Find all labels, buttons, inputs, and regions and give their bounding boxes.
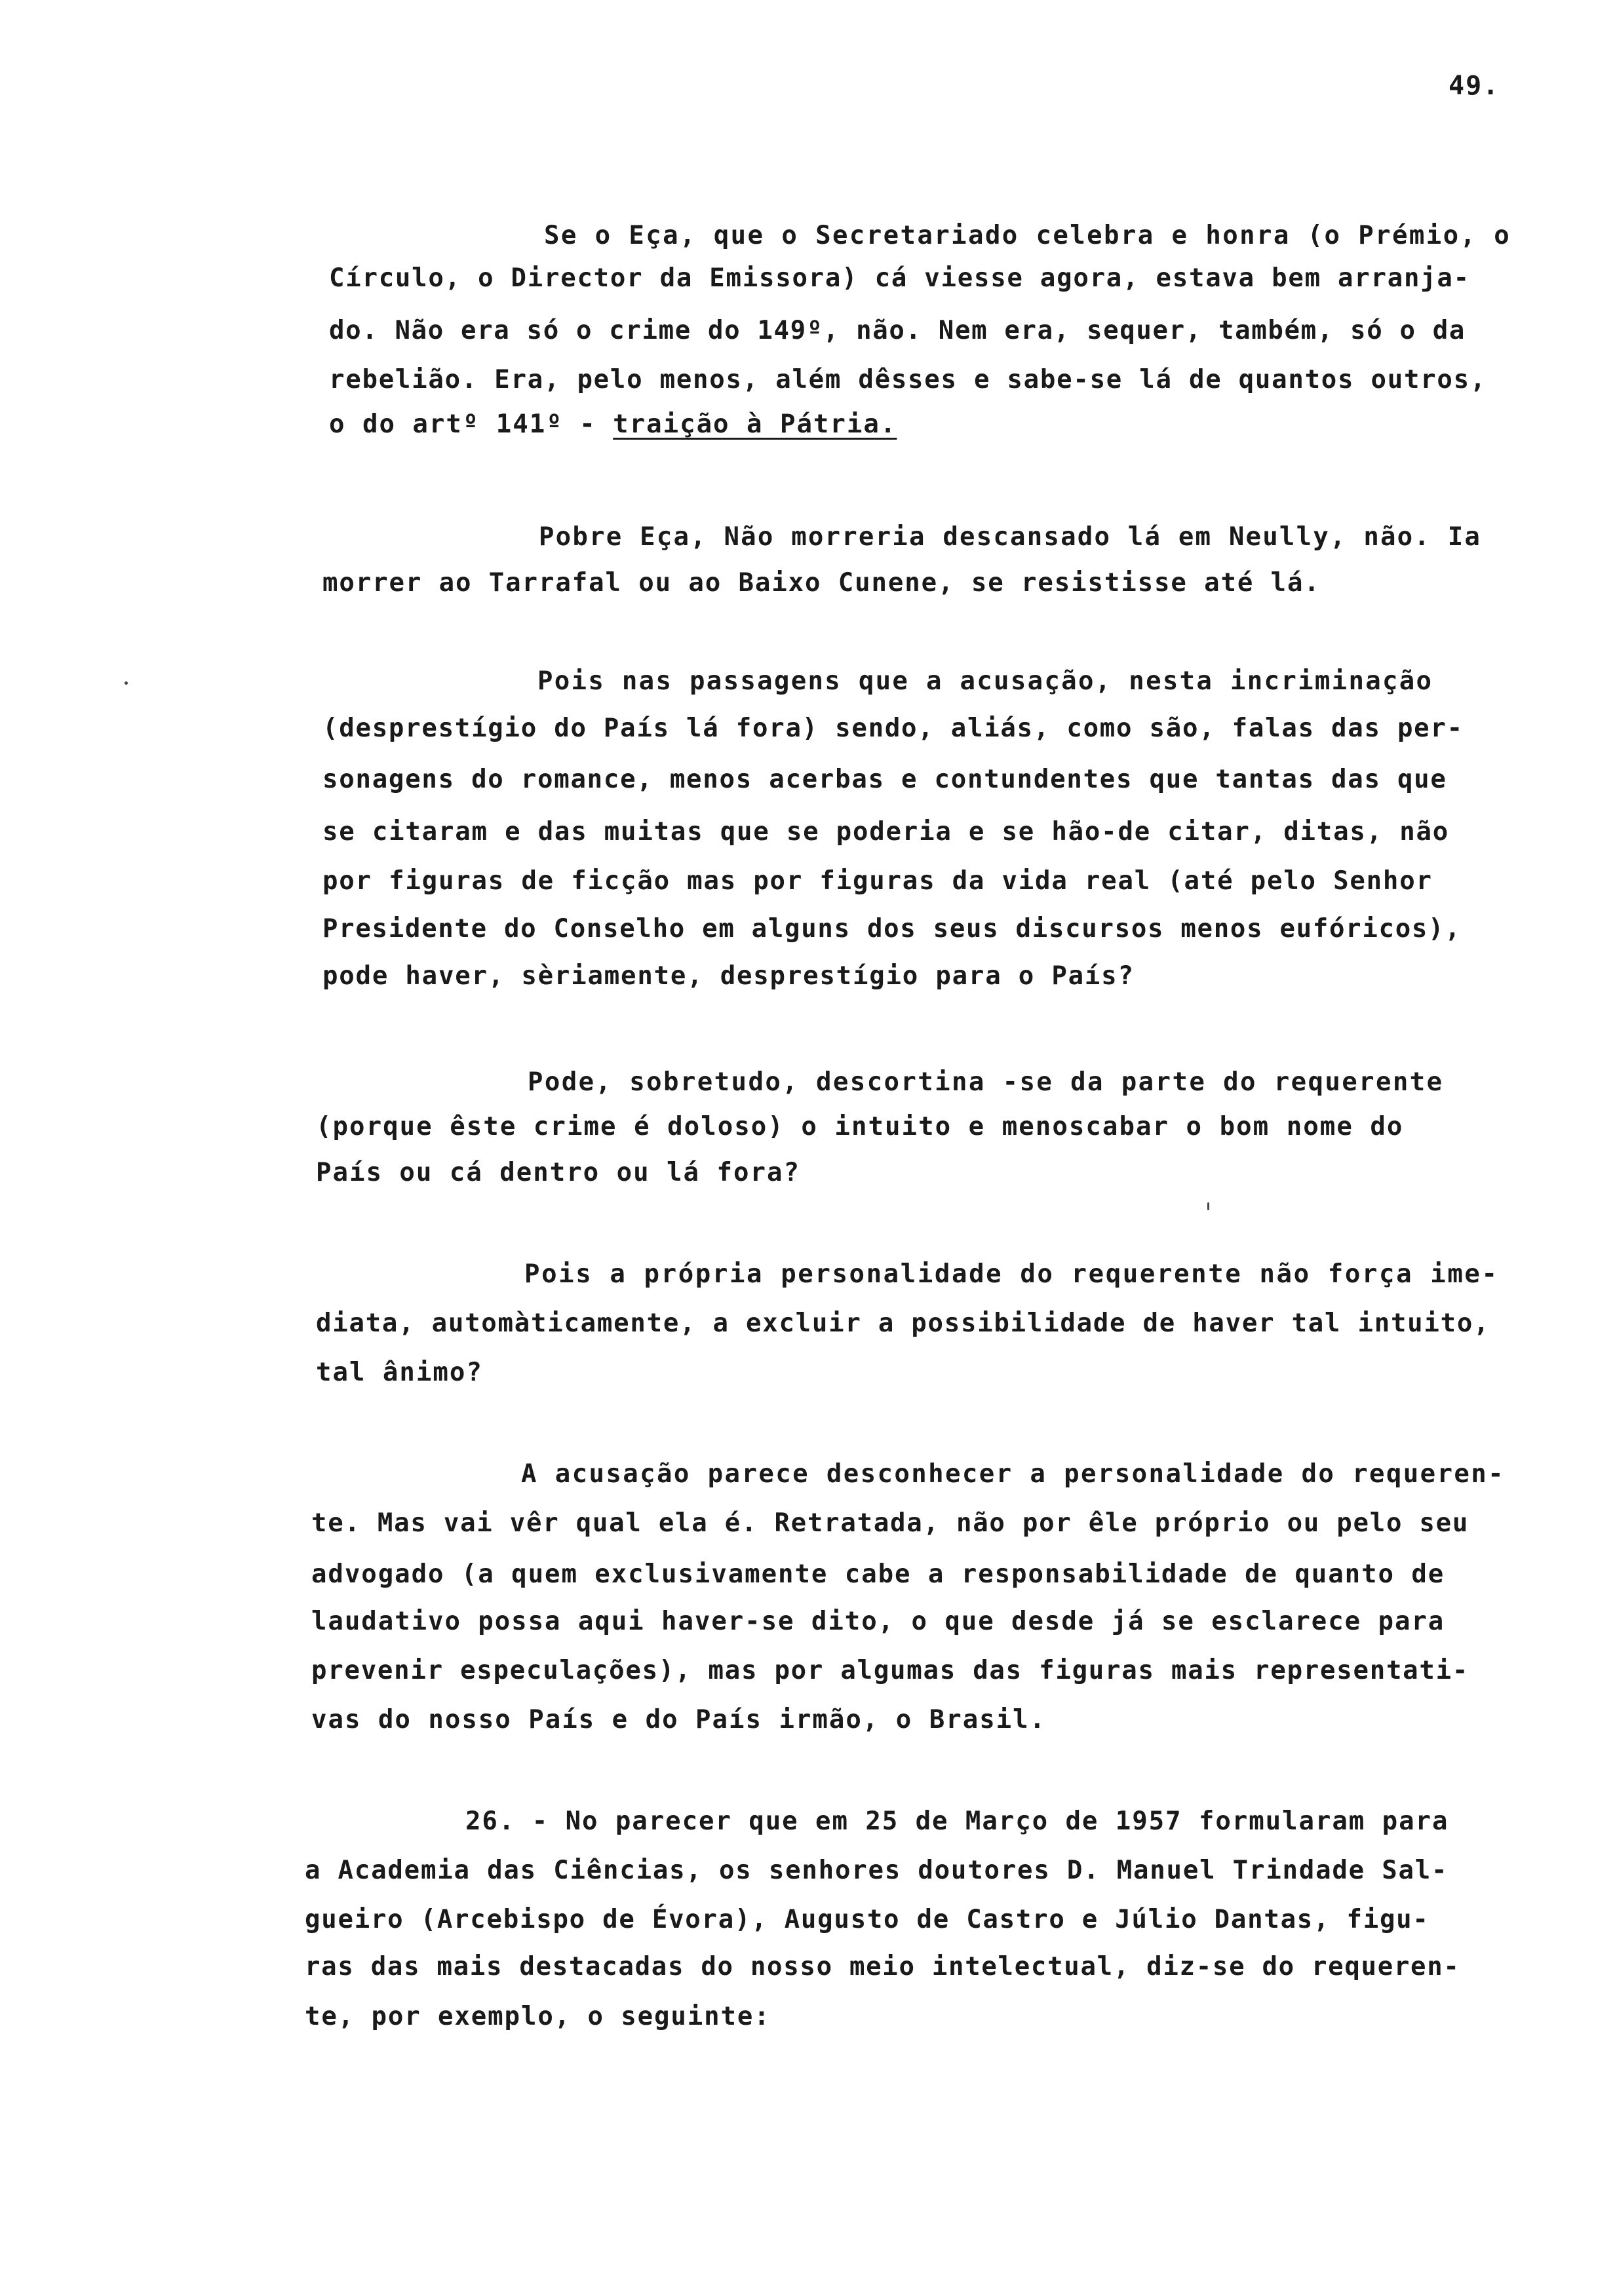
text-line: morrer ao Tarrafal ou ao Baixo Cunene, se resistisse até lá. [322, 568, 1321, 598]
text-line: ras das mais destacadas do nosso meio intelectual, diz-se do requeren- [305, 1952, 1460, 1981]
text-line: Círculo, o Director da Emissora) cá viesse agora, estava bem arranja- [329, 263, 1470, 293]
text-line: 26. - No parecer que em 25 de Março de 1957 formularam para [465, 1807, 1449, 1836]
text-line: do. Não era só o crime do 149º, não. Nem era, sequer, também, só o da [329, 316, 1466, 345]
text-segment: o do artº 141º - [329, 410, 613, 439]
page-number: 49. [1449, 71, 1500, 101]
text-line: sonagens do romance, menos acerbas e contundentes que tantas das que [322, 765, 1447, 794]
text-line: se citaram e das muitas que se poderia e se hão-de citar, ditas, não [322, 817, 1450, 847]
text-line: te. Mas vai vêr qual ela é. Retratada, não por êle próprio ou pelo seu [311, 1508, 1469, 1538]
text-line: Pode, sobretudo, descortina -se da parte do requerente [528, 1067, 1444, 1097]
text-line: laudativo possa aqui haver-se dito, o que desde já se esclarece para [311, 1607, 1445, 1636]
scan-speck [1207, 1202, 1209, 1210]
text-line: Pois a própria personalidade do requerente não força ime- [524, 1259, 1499, 1289]
text-line: a Academia das Ciências, os senhores doutores D. Manuel Trindade Sal- [305, 1856, 1449, 1885]
text-line: tal ânimo? [316, 1358, 483, 1387]
text-line: (desprestígio do País lá fora) sendo, aliás, como são, falas das per- [322, 714, 1464, 743]
text-line: Pobre Eça, Não morreria descansado lá em Neully, não. Ia [539, 522, 1482, 552]
text-line: advogado (a quem exclusivamente cabe a responsabilidade de quanto de [311, 1559, 1445, 1589]
text-line: te, por exemplo, o seguinte: [305, 2002, 771, 2031]
text-line: Presidente do Conselho em alguns dos seus discursos menos eufóricos), [322, 914, 1462, 944]
text-line: A acusação parece desconhecer a personalidade do requeren- [521, 1459, 1506, 1489]
scan-speck [125, 681, 128, 685]
underlined-text: traição à Pátria. [613, 410, 897, 439]
text-line: por figuras de ficção mas por figuras da vida real (até pelo Senhor [322, 866, 1433, 896]
text-line: pode haver, sèriamente, desprestígio para o País? [322, 961, 1135, 991]
text-line: Se o Eça, que o Secretariado celebra e honra (o Prémio, o [544, 221, 1511, 250]
text-line: (porque êste crime é doloso) o intuito e menoscabar o bom nome do [316, 1112, 1404, 1141]
text-line: vas do nosso País e do País irmão, o Brasil. [311, 1705, 1047, 1734]
text-line [329, 411, 897, 437]
text-line: País ou cá dentro ou lá fora? [316, 1158, 800, 1187]
text-line: gueiro (Arcebispo de Évora), Augusto de Castro e Júlio Dantas, figu- [305, 1905, 1430, 1934]
text-line: diata, automàticamente, a excluir a possibilidade de haver tal intuito, [316, 1309, 1490, 1338]
text-line: prevenir especulações), mas por algumas das figuras mais representati- [311, 1656, 1469, 1685]
text-line: Pois nas passagens que a acusação, nesta incriminação [537, 666, 1433, 696]
text-line: rebelião. Era, pelo menos, além dêsses e sabe-se lá de quantos outros, [329, 365, 1487, 394]
